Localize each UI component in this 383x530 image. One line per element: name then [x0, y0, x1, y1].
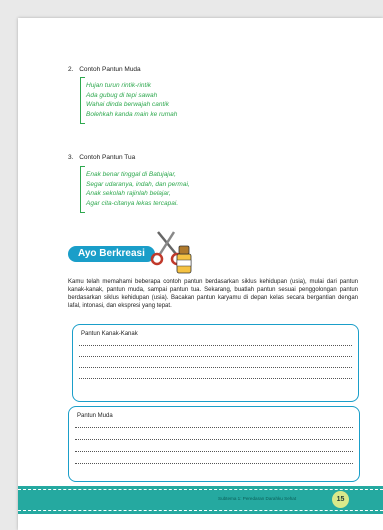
poem-line: Wahai dinda berwajah cantik [86, 101, 169, 108]
page-number: 15 [332, 491, 349, 508]
section-number: 2. [68, 66, 74, 73]
activity-instructions: Kamu telah memahami beberapa contoh pantun berdasarkan siklus kehidupan (usia), mulai dari pantun kanak-kanak, pantun muda, sampai pantun tua. Sekarang, buatlah pantun sesuai penggolongan pantun berdasarkan siklus kehidupan (usia). Bacakan pantun karyamu di depan kelas secara bergantian dengan lafal, intonasi, dan ekspresi yang tepat. [68, 279, 358, 310]
footer [18, 486, 383, 514]
section-title: Contoh Pantun Muda [79, 66, 141, 73]
writing-line [79, 367, 352, 368]
activity-banner: Ayo Berkreasi [68, 246, 155, 262]
writing-line [79, 378, 352, 379]
section-2-heading [68, 66, 141, 73]
section-number: 3. [68, 154, 74, 161]
writing-line [75, 427, 353, 428]
bracket-corner [80, 208, 85, 213]
box-label: Pantun Muda [77, 413, 113, 419]
footer-dash-line [18, 510, 383, 511]
poem-line: Ada gubug di tepi sawah [86, 91, 158, 99]
writing-line [75, 451, 353, 452]
poem-line: Enak benar tinggal di Batujajar, [86, 171, 176, 178]
section-title: Contoh Pantun Tua [79, 154, 136, 161]
bracket-corner [80, 166, 85, 171]
writing-line [79, 356, 352, 357]
poem-line: Bolehkah kanda main ke rumah [86, 110, 178, 118]
writing-line [79, 345, 352, 346]
writing-line [75, 463, 353, 464]
poem-line: Agar cita-citanya lekas tercapai. [86, 199, 179, 207]
pantun-muda-box [80, 78, 246, 123]
answer-box-pantun-muda[interactable] [68, 406, 360, 482]
book-page [18, 18, 383, 530]
poem-line: Hujan turun rintik-rintik [86, 82, 152, 89]
pantun-tua-box [80, 167, 256, 212]
scissors-icon [148, 228, 198, 276]
footer-dash-line [18, 489, 383, 490]
bracket-corner [80, 119, 85, 124]
box-label: Pantun Kanak-Kanak [81, 331, 138, 337]
poem-line: Anak sekolah rajinlah belajar, [86, 190, 171, 197]
bracket-corner [80, 77, 85, 82]
footer-subtema: Subtema 1: Peredaran Darahku Sehat [218, 496, 297, 501]
answer-box-pantun-kanak-kanak[interactable] [72, 324, 359, 402]
glue-bottle-icon [177, 246, 191, 273]
poem-line: Segar udaranya, indah, dan permai, [86, 180, 190, 188]
section-3-heading [68, 154, 135, 161]
writing-line [75, 439, 353, 440]
